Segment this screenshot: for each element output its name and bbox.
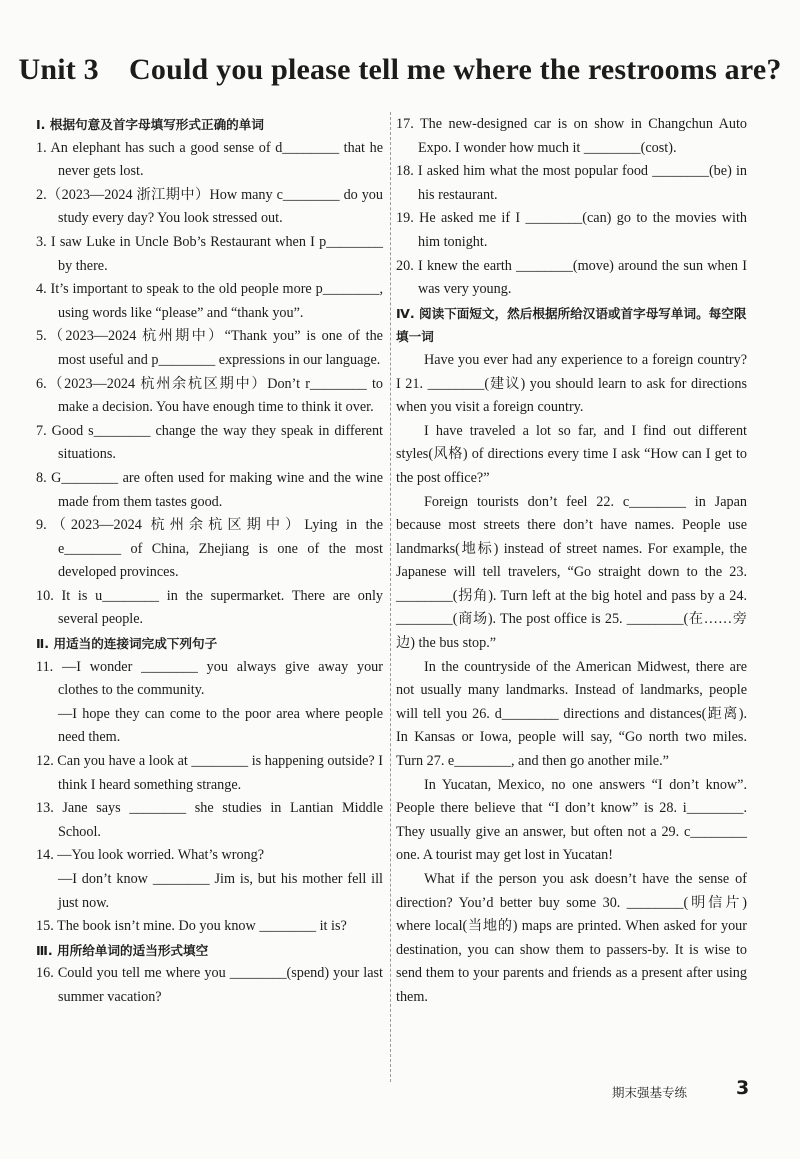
page-number: 3 bbox=[736, 1077, 750, 1099]
question-1: 1. An elephant has such a good sense of d________ that he never gets lost. bbox=[36, 139, 383, 180]
question-16: 16. Could you tell me where you ________(spend) your last summer vacation? bbox=[36, 965, 383, 1005]
question-2: 2.（2023—2024 浙江期中）How many c________ do you study every day? You look stressed out. bbox=[36, 186, 383, 227]
passage-paragraph-6: What if the person you ask doesn’t have the sense of direction? You’d better buy some 30. ________(明信片) where local(当地的) maps are printed. When asked for your destination, you can show them to passers-by. It is wise to send them to your parents and friends as a present after using them. bbox=[396, 871, 747, 1005]
question-17: 17. The new-designed car is on show in Changchun Auto Expo. I wonder how much it ________(cost). bbox=[396, 116, 747, 156]
question-12: 12. Can you have a look at ________ is happening outside? I think I heard something strange. bbox=[36, 753, 383, 793]
question-11: 11. —I wonder ________ you always give away your clothes to the community. bbox=[36, 658, 383, 699]
question-11-reply: —I hope they can come to the poor area where people need them. bbox=[58, 705, 383, 746]
passage-paragraph-1: Have you ever had any experience to a foreign country? I 21. ________(建议) you should learn to ask for directions when you visit a foreign country. bbox=[396, 351, 747, 416]
footer-label: 期末强基专练 bbox=[612, 1085, 688, 1100]
question-20: 20. I knew the earth ________(move) around the sun when I was very young. bbox=[396, 257, 747, 298]
passage-paragraph-2: I have traveled a lot so far, and I find out different styles(风格) of directions every time I ask “How can I get to the post office?” bbox=[396, 422, 747, 486]
section-heading-3: Ⅲ. 用所给单词的适当形式填空 bbox=[36, 942, 209, 958]
question-5: 5.（2023—2024 杭州期中）“Thank you” is one of the most useful and p________ expressions in our language. bbox=[36, 328, 383, 368]
question-7: 7. Good s________ change the way they speak in different situations. bbox=[36, 422, 383, 463]
right-column bbox=[396, 113, 747, 1010]
question-4: 4. It’s important to speak to the old people more p________, using words like “please” and “thank you”. bbox=[36, 281, 383, 321]
question-18: 18. I asked him what the most popular food ________(be) in his restaurant. bbox=[396, 163, 747, 203]
passage-paragraph-3: Foreign tourists don’t feel 22. c________ in Japan because most streets there don’t have names. People use landmarks(地标) instead of street names. For example, the Japanese will tell travelers, “Go straight down to the 23. ________(拐角). Turn left at the big hotel and pass by a 24. ________(商场). The post office is 25. ________(在……旁边) the bus stop.” bbox=[396, 493, 747, 652]
section-heading-2: Ⅱ. 用适当的连接词完成下列句子 bbox=[36, 636, 218, 652]
question-6: 6.（2023—2024 杭州余杭区期中）Don’t r________ to make a decision. You have enough time to think it over. bbox=[36, 375, 383, 416]
passage-paragraph-5: In Yucatan, Mexico, no one answers “I don’t know”. People there believe that “I don’t know” is 28. i________. They usually give an answer, but often not a 29. c________ one. A tourist may get lost in Yucatan! bbox=[396, 776, 747, 864]
question-13: 13. Jane says ________ she studies in Lantian Middle School. bbox=[36, 800, 383, 840]
question-10: 10. It is u________ in the supermarket. There are only several people. bbox=[36, 587, 383, 628]
column-divider bbox=[390, 112, 391, 1082]
question-14: 14. —You look worried. What’s wrong? bbox=[36, 847, 265, 864]
section-heading-1: Ⅰ. 根据句意及首字母填写形式正确的单词 bbox=[36, 117, 264, 132]
question-15: 15. The book isn’t mine. Do you know ________ it is? bbox=[36, 918, 347, 935]
left-column bbox=[36, 113, 383, 1010]
section-heading-4: Ⅳ. 阅读下面短文，然后根据所给汉语或首字母写单词。每空限填一词 bbox=[396, 305, 747, 345]
page-title: Unit 3 Could you please tell me where the restrooms are? bbox=[18, 53, 782, 86]
question-8: 8. G________ are often used for making wine and the wine made from them tastes good. bbox=[36, 469, 383, 510]
question-9: 9.（2023—2024 杭州余杭区期中）Lying in the e________ of China, Zhejiang is one of the most developed provinces. bbox=[36, 517, 383, 581]
question-19: 19. He asked me if I ________(can) go to the movies with him tonight. bbox=[396, 210, 747, 250]
passage-paragraph-4: In the countryside of the American Midwest, there are not usually many landmarks. Instead of landmarks, people will tell you 26. d________ directions and distances(距离). In Kansas or Iowa, people will say, “Go north two miles. Turn 27. e________, and then go another mile.” bbox=[396, 658, 747, 770]
question-14-reply: —I don’t know ________ Jim is, but his mother fell ill just now. bbox=[58, 871, 383, 911]
question-3: 3. I saw Luke in Uncle Bob’s Restaurant when I p________ by there. bbox=[36, 233, 383, 274]
